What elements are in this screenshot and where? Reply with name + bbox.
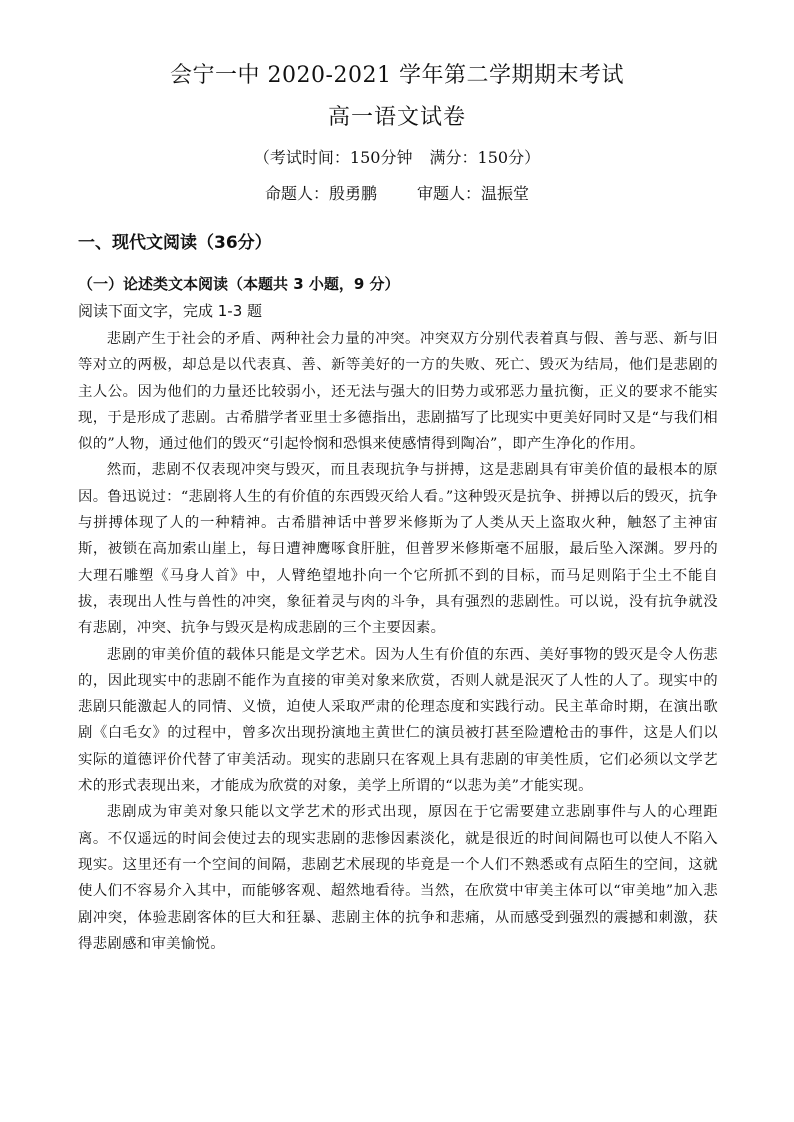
part-heading: （一）论述类文本阅读（本题共 3 小题，9 分） xyxy=(78,275,400,293)
setter-name: 命题人：殷勇鹏 xyxy=(264,184,377,203)
exam-authors xyxy=(0,181,794,204)
exam-subtitle: 高一语文试卷 xyxy=(327,105,466,130)
exam-time-and-score xyxy=(0,145,794,168)
passage-paragraph-4: 悲剧成为审美对象只能以文学艺术的形式出现，原因在于它需要建立悲剧事件与人的心理距离。不仅遥远的时间会使过去的现实悲剧的悲惨因素淡化，就是很近的时间间隔也可以使人不陷入现实。这里还有一个空间的间隔，悲剧艺术展现的毕竟是一个人们不熟悉或有点陌生的空间，这就使人们不容易介入其中，而能够客观、超然地看待。当然，在欣赏中审美主体可以“审美地”加入悲剧冲突，体验悲剧客体的巨大和狂暴、悲剧主体的抗争和悲痛，从而感受到强烈的震撼和刺激，获得悲剧感和审美愉悦。 xyxy=(78,804,718,952)
passage-paragraph-3: 悲剧的审美价值的载体只能是文学艺术。因为人生有价值的东西、美好事物的毁灭是令人伤悲的，因此现实中的悲剧不能作为直接的审美对象来欣赏，否则人就是泯灭了人性的人了。现实中的悲剧只能激起人的同情、义愤，迫使人采取严肃的伦理态度和实践行动。民主革命时期，在演出歌剧《白毛女》的过程中，曾多次出现扮演地主黄世仁的演员被打甚至险遭枪击的事件，这是人们以实际的道德评价代替了审美活动。现实的悲剧只在客观上具有悲剧的审美性质，它们必须以文学艺术的形式表现出来，才能成为欣赏的对象，美学上所谓的“以悲为美”才能实现。 xyxy=(78,646,718,795)
exam-time: （考试时间：150分钟 xyxy=(253,148,413,167)
passage-paragraph-2: 然而，悲剧不仅表现冲突与毁灭，而且表现抗争与拼搏，这是悲剧具有审美价值的最根本的原因。鲁迅说过：“悲剧将人生的有价值的东西毁灭给人看。”这种毁灭是抗争、拼搏以后的毁灭，抗争与拼搏体现了人的一种精神。古希腊神话中普罗米修斯为了人类从天上盗取火种，触怒了主神宙斯，被锁在高加索山崖上，每日遭神鹰啄食肝脏，但普罗米修斯毫不屈服，最后坠入深渊。罗丹的大理石雕塑《马身人首》中，人臂绝望地扑向一个它所抓不到的目标，而马足则陷于尘土不能自拔，表现出人性与兽性的冲突，象征着灵与肉的斗争，具有强烈的悲剧性。可以说，没有抗争就没有悲剧，冲突、抗争与毁灭是构成悲剧的三个主要因素。 xyxy=(78,462,718,637)
reviewer-name: 审题人：温振堂 xyxy=(417,184,530,203)
exam-title: 会宁一中 2020-2021 学年第二学期期末考试 xyxy=(170,63,624,88)
full-score: 满分：150分） xyxy=(429,148,541,167)
passage-body xyxy=(78,326,718,957)
passage-paragraph-1: 悲剧产生于社会的矛盾、两种社会力量的冲突。冲突双方分别代表着真与假、善与恶、新与旧等对立的两极，却总是以代表真、善、新等美好的一方的失败、死亡、毁灭为结局，他们是悲剧的主人公。因为他们的力量还比较弱小，还无法与强大的旧势力或邪恶力量抗衡，正义的要求不能实现，于是形成了悲剧。古希腊学者亚里士多德指出，悲剧描写了比现实中更美好同时又是“与我们相似的”人物，通过他们的毁灭“引起怜悯和恐惧来使感情得到陶冶”，即产生净化的作用。 xyxy=(78,331,718,453)
section-heading: 一、现代文阅读（36分） xyxy=(78,233,272,253)
reading-instruction: 阅读下面文字，完成 1-3 题 xyxy=(78,302,263,320)
